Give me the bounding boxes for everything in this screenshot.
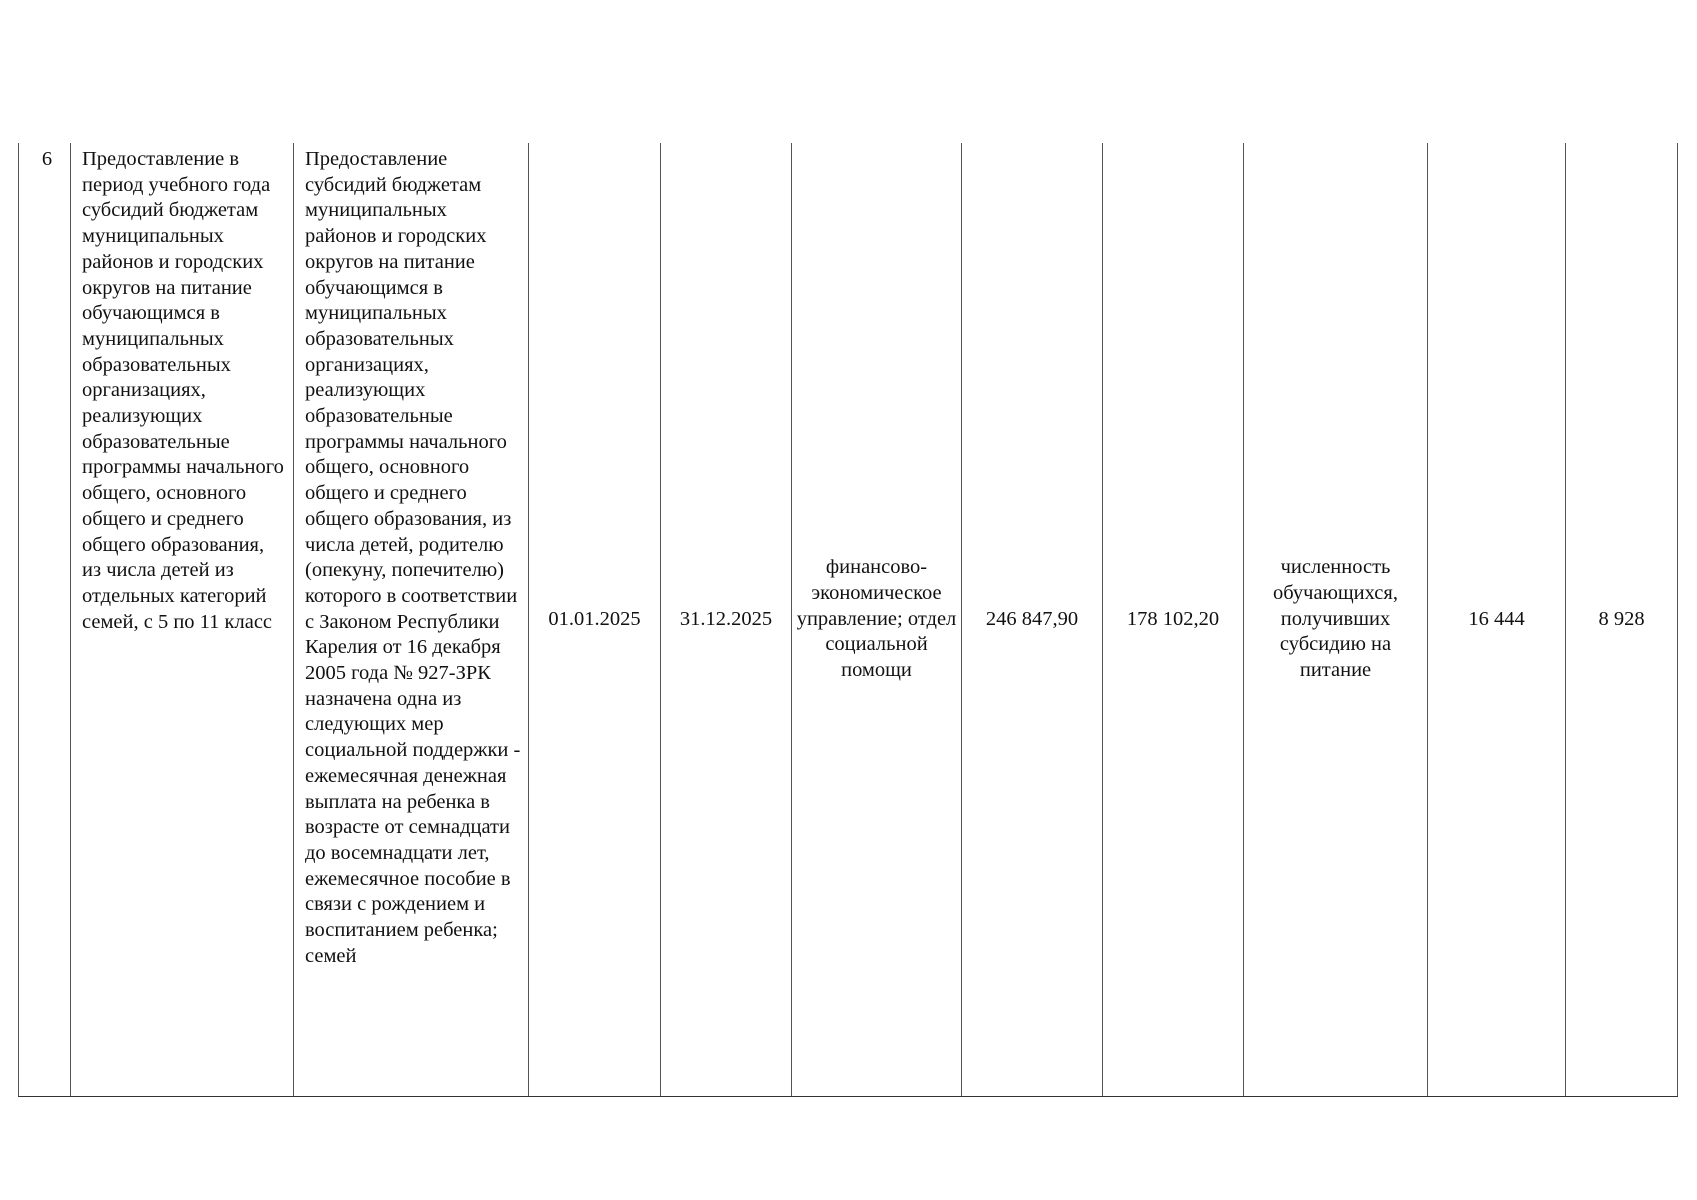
row-number-cell xyxy=(19,143,71,1097)
document-table xyxy=(18,143,1678,1097)
amount-2-cell xyxy=(1103,143,1244,1097)
start-date: 01.01.2025 xyxy=(548,607,641,630)
table-row xyxy=(19,143,1678,1097)
indicator-cell xyxy=(1244,143,1428,1097)
indicator-name: численность обучающихся, получивших субсидию на питание xyxy=(1273,556,1398,682)
end-date-cell xyxy=(661,143,792,1097)
event-name: Предоставление в период учебного года субсидий бюджетам муниципальных районов и городских округов на питание обучающимся в муниципальных образовательных организациях, реализующих образовательные программы начального общего, основного общего и среднего общего образования, из числа детей из отдельных категорий семей, с 5 по 11 класс xyxy=(82,148,284,633)
event-description-cell xyxy=(294,143,529,1097)
responsible-cell xyxy=(792,143,962,1097)
responsible-department: финансово-экономическое управление; отдел социальной помощи xyxy=(796,556,957,682)
value-2-cell xyxy=(1566,143,1678,1097)
amount-1: 246 847,90 xyxy=(985,607,1079,630)
start-date-cell xyxy=(529,143,661,1097)
value-1-cell xyxy=(1428,143,1566,1097)
amount-1-cell xyxy=(962,143,1103,1097)
event-name-cell xyxy=(71,143,294,1097)
row-number: 6 xyxy=(41,148,53,170)
end-date: 31.12.2025 xyxy=(679,607,773,630)
indicator-value-2: 8 928 xyxy=(1598,607,1645,630)
event-description: Предоставление субсидий бюджетам муниципальных районов и городских округов на питание обучающимся в муниципальных образовательных организациях, реализующих образовательные программы начального общего, основного общего и среднего общего образования, из числа детей, родителю (опекуну, попечителю) которого в соответствии с Законом Республики Карелия от 16 декабря 2005 года № 927-ЗРК назначена одна из следующих мер социальной поддержки - ежемесячная денежная выплата на ребенка в возрасте от семнадцати до восемнадцати лет, ежемесячное пособие в связи с рождением и воспитанием ребенка; семей xyxy=(305,148,521,967)
amount-2: 178 102,20 xyxy=(1126,607,1220,630)
indicator-value-1: 16 444 xyxy=(1468,607,1525,630)
